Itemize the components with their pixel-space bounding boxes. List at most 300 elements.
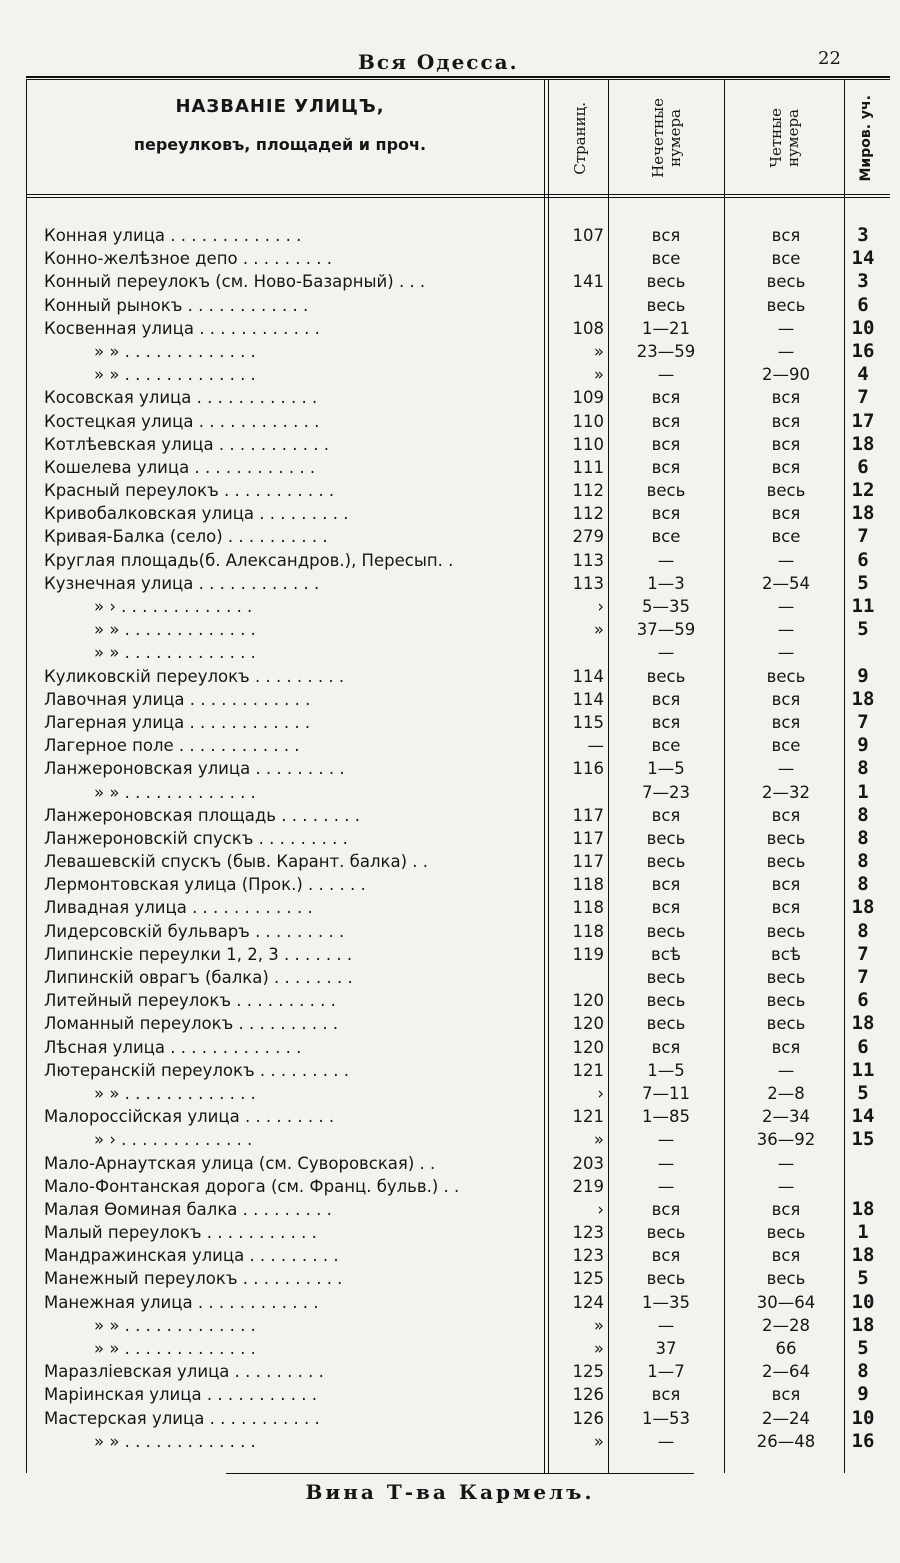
table-row: [0, 757, 900, 780]
even-numbers: 2—54: [762, 573, 810, 593]
street-name: Ломанный переулокъ . . . . . . . . . .: [44, 1014, 339, 1034]
table-row: [0, 1360, 900, 1383]
odd-numbers: —: [657, 550, 675, 570]
street-name: Манежная улица . . . . . . . . . . . .: [44, 1292, 319, 1312]
odd-numbers: 1—7: [647, 1362, 685, 1382]
odd-numbers: весь: [646, 481, 686, 501]
district-number: 18: [851, 1244, 875, 1267]
even-numbers: все: [771, 527, 801, 547]
page-ref: 109: [572, 388, 604, 408]
odd-numbers: весь: [646, 991, 686, 1011]
table-row: [0, 1128, 900, 1151]
even-numbers: 66: [775, 1339, 797, 1358]
even-numbers: вся: [771, 1037, 801, 1057]
table-row: [0, 549, 900, 572]
table-row: [0, 1175, 900, 1198]
even-numbers: вся: [771, 504, 801, 524]
page-ref: 107: [572, 226, 604, 245]
page-ref: 121: [572, 1107, 604, 1127]
district-number: 6: [857, 293, 869, 316]
table-row: [0, 1152, 900, 1175]
street-name: Конный переулокъ (см. Ново-Базарный) . . .: [44, 272, 426, 292]
page-ref: »: [593, 1315, 604, 1335]
odd-numbers: вся: [651, 411, 681, 431]
even-numbers: весь: [766, 272, 806, 292]
even-numbers: —: [777, 341, 795, 361]
table-row: [0, 1267, 900, 1290]
odd-numbers: 23—59: [636, 341, 696, 361]
page-ref: 120: [572, 991, 604, 1011]
even-numbers: весь: [766, 1269, 806, 1289]
district-number: 9: [857, 664, 869, 687]
page-ref: 112: [572, 481, 604, 501]
odd-numbers: 1—5: [647, 1060, 685, 1080]
district-number: 5: [857, 571, 869, 594]
page-ref: 110: [572, 434, 604, 454]
table-row: [0, 479, 900, 502]
table-row: [0, 896, 900, 919]
street-name: » » . . . . . . . . . . . . .: [94, 620, 256, 640]
odd-numbers: 37: [655, 1339, 677, 1358]
street-name: Ланжероновская улица . . . . . . . . .: [44, 759, 345, 779]
odd-numbers: весь: [646, 1269, 686, 1289]
even-numbers: весь: [766, 481, 806, 501]
page-ref: 126: [572, 1385, 604, 1405]
page-ref: 118: [572, 898, 604, 918]
street-name: Конно-желѣзное депо . . . . . . . . .: [44, 249, 332, 269]
odd-numbers: вся: [651, 898, 681, 918]
even-numbers: вся: [771, 1385, 801, 1405]
even-numbers: весь: [766, 991, 806, 1011]
even-numbers: вся: [771, 1246, 801, 1266]
even-numbers: весь: [766, 295, 806, 315]
street-name: Мало-Фонтанская дорога (см. Франц. бульв.) . .: [44, 1176, 460, 1196]
street-name: Липинскій оврагъ (балка) . . . . . . . .: [44, 968, 353, 987]
district-number: 1: [857, 780, 869, 803]
page-ref: ›: [597, 1199, 604, 1219]
odd-numbers: все: [651, 527, 681, 547]
district-number: 7: [857, 386, 869, 409]
table-row: [0, 989, 900, 1012]
table-row: [0, 595, 900, 618]
even-numbers: 2—28: [762, 1315, 810, 1335]
odd-numbers: —: [657, 1315, 675, 1335]
district-number: 7: [857, 942, 869, 965]
page-ref: 114: [572, 666, 604, 686]
street-name: Левашевскій спускъ (быв. Карант. балка) . .: [44, 852, 429, 872]
page-ref: 126: [572, 1408, 604, 1428]
street-name: Мандражинская улица . . . . . . . . .: [44, 1246, 339, 1266]
table-row: [0, 943, 900, 966]
even-numbers: 2—32: [762, 782, 810, 802]
even-numbers: —: [777, 643, 795, 663]
odd-numbers: всѣ: [651, 944, 681, 964]
table-row: [0, 1244, 900, 1267]
odd-numbers: —: [657, 643, 675, 663]
district-number: 18: [851, 502, 875, 525]
district-number: 8: [857, 826, 869, 849]
odd-numbers: 1—3: [647, 573, 685, 593]
even-numbers: вся: [771, 898, 801, 918]
page-ref: 203: [572, 1153, 604, 1173]
district-number: 18: [851, 432, 875, 455]
odd-numbers: вся: [651, 875, 681, 895]
page-header: [0, 40, 900, 76]
table-row: [0, 665, 900, 688]
table-row: [0, 294, 900, 317]
district-number: 5: [857, 1337, 869, 1359]
street-name: Кузнечная улица . . . . . . . . . . . .: [44, 573, 320, 593]
column-header-page: [556, 88, 604, 188]
street-name: Манежный переулокъ . . . . . . . . . .: [44, 1269, 343, 1289]
street-name: Малая Ѳоминая балка . . . . . . . . .: [44, 1199, 332, 1219]
page-ref: 117: [572, 852, 604, 872]
odd-numbers: вся: [651, 504, 681, 524]
odd-numbers: вся: [651, 457, 681, 477]
street-name: Конный рынокъ . . . . . . . . . . . .: [44, 295, 309, 315]
odd-numbers: весь: [646, 921, 686, 941]
odd-numbers: вся: [651, 1246, 681, 1266]
even-numbers: весь: [766, 921, 806, 941]
odd-numbers: 1—5: [647, 759, 685, 779]
page-ref: —: [587, 736, 604, 756]
table-row: [0, 340, 900, 363]
even-numbers: вся: [771, 875, 801, 895]
bottom-rule: [226, 1473, 694, 1474]
page-ref: 110: [572, 411, 604, 431]
page-ref: 115: [572, 712, 604, 732]
table-row: [0, 688, 900, 711]
even-numbers: 2—90: [762, 365, 810, 385]
district-number: 10: [851, 1406, 875, 1429]
street-name: Лермонтовская улица (Прок.) . . . . . .: [44, 875, 366, 895]
page-ref: 120: [572, 1014, 604, 1034]
column-subtitle: переулковъ, площадей и проч.: [133, 135, 427, 154]
page-ref: »: [593, 620, 604, 640]
district-number: 10: [851, 316, 875, 339]
even-numbers: все: [771, 249, 801, 269]
column-header-odd: [622, 88, 712, 188]
column-header-even-line2: нумера: [784, 109, 802, 167]
even-numbers: 26—48: [756, 1431, 816, 1451]
top-rule: [26, 76, 890, 80]
page-ref: 108: [572, 318, 604, 338]
street-name: » » . . . . . . . . . . . . .: [94, 365, 256, 385]
column-header-odd-line2: нумера: [666, 109, 684, 167]
street-name: Маразліевская улица . . . . . . . . .: [44, 1362, 324, 1382]
page-ref: 111: [572, 457, 604, 477]
odd-numbers: весь: [646, 968, 686, 987]
district-number: 17: [851, 409, 875, 432]
district-number: 15: [851, 1128, 875, 1151]
street-table: [0, 224, 900, 1453]
page-ref: »: [593, 1339, 604, 1358]
even-numbers: все: [771, 736, 801, 756]
odd-numbers: весь: [646, 828, 686, 848]
odd-numbers: 5—35: [642, 597, 690, 616]
street-name: Липинскіе переулки 1, 2, 3 . . . . . . .: [44, 944, 353, 964]
page-ref: 114: [572, 689, 604, 709]
odd-numbers: 1—21: [642, 318, 690, 338]
odd-numbers: вся: [651, 805, 681, 825]
even-numbers: всѣ: [771, 944, 801, 964]
odd-numbers: вся: [651, 434, 681, 454]
column-header-page-label: Страниц.: [570, 101, 589, 175]
table-row: [0, 247, 900, 270]
page-ref: 113: [572, 573, 604, 593]
column-title: НАЗВАНІЕ УЛИЦЪ,: [175, 96, 385, 117]
even-numbers: весь: [766, 1014, 806, 1034]
even-numbers: вся: [771, 411, 801, 431]
street-name: Ланжероновскій спускъ . . . . . . . . .: [44, 828, 348, 848]
odd-numbers: —: [657, 1431, 675, 1451]
street-name: Куликовскій переулокъ . . . . . . . . .: [44, 666, 345, 686]
district-number: 12: [851, 479, 875, 502]
street-name: Лидерсовскій бульваръ . . . . . . . . .: [44, 921, 345, 941]
even-numbers: —: [777, 1153, 795, 1173]
street-name: » » . . . . . . . . . . . . .: [94, 1083, 256, 1103]
even-numbers: вся: [771, 434, 801, 454]
header-rule: [26, 194, 890, 198]
page-number: 22: [818, 48, 841, 69]
street-name: Косовская улица . . . . . . . . . . . .: [44, 388, 318, 408]
table-row: [0, 525, 900, 548]
table-row: [0, 270, 900, 293]
even-numbers: 2—64: [762, 1362, 810, 1382]
district-number: 5: [857, 1081, 869, 1104]
table-row: [0, 920, 900, 943]
even-numbers: весь: [766, 828, 806, 848]
page-ref: 123: [572, 1246, 604, 1266]
page-ref: 113: [572, 550, 604, 570]
table-row: [0, 410, 900, 433]
odd-numbers: все: [651, 736, 681, 756]
street-name: Круглая площадь(б. Александров.), Пересып. .: [44, 550, 454, 570]
even-numbers: весь: [766, 1223, 806, 1243]
district-number: 18: [851, 687, 875, 710]
table-row: [0, 641, 900, 664]
table-row: [0, 502, 900, 525]
table-row: [0, 1198, 900, 1221]
district-number: 16: [851, 339, 875, 362]
street-name: » » . . . . . . . . . . . . .: [94, 1339, 256, 1358]
page-ref: 118: [572, 921, 604, 941]
odd-numbers: весь: [646, 666, 686, 686]
table-row: [0, 317, 900, 340]
page-ref: »: [593, 365, 604, 385]
page-ref: 117: [572, 828, 604, 848]
even-numbers: 30—64: [756, 1292, 816, 1312]
table-row: [0, 572, 900, 595]
table-row: [0, 804, 900, 827]
street-name: Кривобалковская улица . . . . . . . . .: [44, 504, 349, 524]
page-ref: 121: [572, 1060, 604, 1080]
even-numbers: вся: [771, 226, 801, 245]
table-row: [0, 711, 900, 734]
street-name: Мастерская улица . . . . . . . . . . .: [44, 1408, 320, 1428]
even-numbers: 2—8: [767, 1083, 805, 1103]
even-numbers: 36—92: [756, 1130, 816, 1150]
district-number: 18: [851, 1012, 875, 1035]
page-ref: 117: [572, 805, 604, 825]
running-title: Вся Одесса.: [358, 50, 519, 74]
table-row: [0, 433, 900, 456]
table-row: [0, 1059, 900, 1082]
even-numbers: вся: [771, 1199, 801, 1219]
even-numbers: 2—24: [762, 1408, 810, 1428]
street-name: Лѣсная улица . . . . . . . . . . . . .: [44, 1037, 302, 1057]
street-name: Котлѣевская улица . . . . . . . . . . .: [44, 434, 330, 454]
table-row: [0, 966, 900, 989]
odd-numbers: все: [651, 249, 681, 269]
even-numbers: весь: [766, 968, 806, 987]
odd-numbers: 1—35: [642, 1292, 690, 1312]
odd-numbers: 7—11: [642, 1083, 690, 1103]
district-number: 7: [857, 966, 869, 988]
even-numbers: вся: [771, 712, 801, 732]
table-row: [0, 1337, 900, 1360]
table-row: [0, 1221, 900, 1244]
table-row: [0, 734, 900, 757]
table-row: [0, 1407, 900, 1430]
table-row: [0, 386, 900, 409]
district-number: 8: [857, 919, 869, 942]
street-name: Литейный переулокъ . . . . . . . . . .: [44, 991, 336, 1011]
odd-numbers: 37—59: [636, 620, 696, 640]
district-number: 3: [857, 224, 869, 246]
even-numbers: —: [777, 597, 795, 616]
street-name: » › . . . . . . . . . . . . .: [94, 1130, 253, 1150]
page-ref: 125: [572, 1362, 604, 1382]
street-name: Малый переулокъ . . . . . . . . . . .: [44, 1223, 317, 1243]
page-ref: 120: [572, 1037, 604, 1057]
street-name: Конная улица . . . . . . . . . . . . .: [44, 226, 302, 245]
street-name: Костецкая улица . . . . . . . . . . . .: [44, 411, 320, 431]
street-name: Кошелева улица . . . . . . . . . . . .: [44, 457, 316, 477]
table-row: [0, 1012, 900, 1035]
district-number: 8: [857, 757, 869, 780]
page-ref: 279: [572, 527, 604, 547]
district-number: 14: [851, 1105, 875, 1128]
street-name: Лавочная улица . . . . . . . . . . . .: [44, 689, 311, 709]
district-number: 8: [857, 1360, 869, 1383]
page-ref: »: [593, 1431, 604, 1451]
table-row: [0, 1383, 900, 1406]
street-name: » » . . . . . . . . . . . . .: [94, 1315, 256, 1335]
street-name: Ливадная улица . . . . . . . . . . . .: [44, 898, 313, 918]
district-number: 11: [851, 595, 875, 617]
page-ref: 112: [572, 504, 604, 524]
street-name: » › . . . . . . . . . . . . .: [94, 597, 253, 616]
odd-numbers: —: [657, 1176, 675, 1196]
district-number: 9: [857, 1383, 869, 1406]
page-ref: 125: [572, 1269, 604, 1289]
district-number: 8: [857, 803, 869, 826]
column-header-even: [740, 88, 830, 188]
odd-numbers: вся: [651, 1037, 681, 1057]
even-numbers: —: [777, 759, 795, 779]
page-ref: »: [593, 341, 604, 361]
odd-numbers: вся: [651, 689, 681, 709]
odd-numbers: весь: [646, 272, 686, 292]
street-name: Малороссійская улица . . . . . . . . .: [44, 1107, 335, 1127]
page-ref: ›: [597, 597, 604, 616]
district-number: 6: [857, 1035, 869, 1058]
street-name: Ланжероновская площадь . . . . . . . .: [44, 805, 360, 825]
even-numbers: вся: [771, 457, 801, 477]
odd-numbers: 1—53: [642, 1408, 690, 1428]
column-header-name: [60, 96, 500, 154]
table-row: [0, 618, 900, 641]
odd-numbers: весь: [646, 852, 686, 872]
even-numbers: весь: [766, 666, 806, 686]
odd-numbers: 7—23: [642, 782, 690, 802]
odd-numbers: вся: [651, 712, 681, 732]
district-number: 18: [851, 896, 875, 919]
odd-numbers: весь: [646, 295, 686, 315]
odd-numbers: —: [657, 1153, 675, 1173]
odd-numbers: —: [657, 365, 675, 385]
even-numbers: —: [777, 550, 795, 570]
table-row: [0, 1314, 900, 1337]
district-number: 1: [857, 1221, 869, 1244]
street-name: » » . . . . . . . . . . . . .: [94, 643, 256, 663]
even-numbers: вся: [771, 689, 801, 709]
district-number: 8: [857, 850, 869, 873]
even-numbers: —: [777, 1176, 795, 1196]
column-header-district-label: Миров. уч.: [857, 94, 874, 182]
table-row: [0, 363, 900, 386]
street-name: Лагерное поле . . . . . . . . . . . .: [44, 736, 300, 756]
district-number: 7: [857, 525, 869, 548]
footer-advert: Вина Т-ва Кармелъ.: [305, 1480, 595, 1504]
street-name: » » . . . . . . . . . . . . .: [94, 782, 256, 802]
page-ref: 124: [572, 1292, 604, 1312]
street-name: Мало-Арнаутская улица (см. Суворовская) . .: [44, 1153, 436, 1173]
odd-numbers: 1—85: [642, 1107, 690, 1127]
even-numbers: —: [777, 1060, 795, 1080]
page-ref: 219: [572, 1176, 604, 1196]
district-number: 18: [851, 1197, 875, 1220]
table-row: [0, 850, 900, 873]
even-numbers: —: [777, 318, 795, 338]
street-name: Лагерная улица . . . . . . . . . . . .: [44, 712, 311, 732]
page-ref: »: [593, 1130, 604, 1150]
district-number: 6: [857, 989, 869, 1012]
district-number: 6: [857, 455, 869, 478]
even-numbers: 2—34: [762, 1107, 810, 1127]
odd-numbers: вся: [651, 388, 681, 408]
district-number: 5: [857, 1267, 869, 1290]
table-row: [0, 781, 900, 804]
street-name: » » . . . . . . . . . . . . .: [94, 341, 256, 361]
table-row: [0, 1291, 900, 1314]
district-number: 14: [851, 247, 875, 270]
page-ref: 119: [572, 944, 604, 964]
column-header-district: [848, 88, 884, 188]
district-number: 4: [857, 363, 869, 386]
table-row: [0, 1105, 900, 1128]
street-name: » » . . . . . . . . . . . . .: [94, 1431, 256, 1451]
page-ref: 118: [572, 875, 604, 895]
odd-numbers: весь: [646, 1223, 686, 1243]
odd-numbers: вся: [651, 1199, 681, 1219]
page-ref: 116: [572, 759, 604, 779]
district-number: 9: [857, 734, 869, 757]
even-numbers: вся: [771, 388, 801, 408]
district-number: 7: [857, 710, 869, 733]
odd-numbers: вся: [651, 226, 681, 245]
